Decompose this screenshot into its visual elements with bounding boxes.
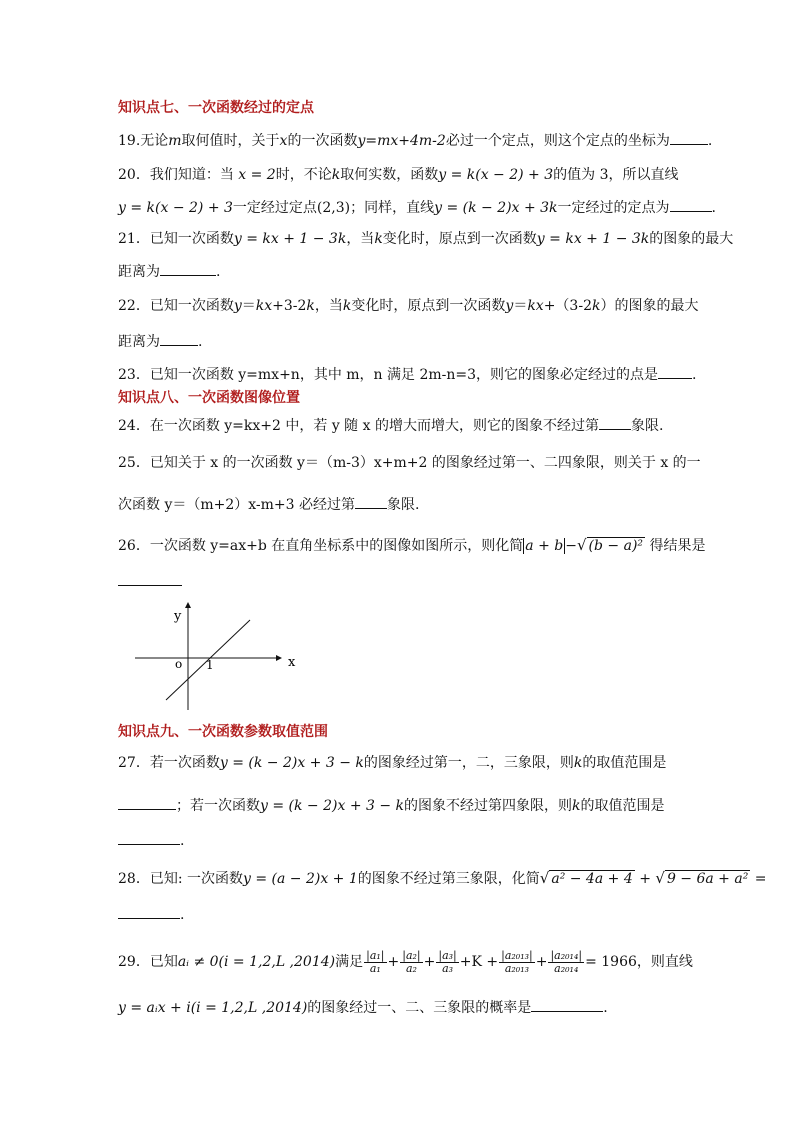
q27-text: ；若一次函数 — [176, 798, 260, 814]
q20-text: 的值为 3，所以直线 — [553, 167, 679, 183]
fraction-numerator: |a₃| — [438, 948, 457, 962]
q27-text: 27．若一次函数 — [118, 755, 220, 771]
question-20-line-1 — [118, 165, 678, 185]
q22-text: 距离为 — [118, 334, 160, 350]
q27-text: 的取值范围是 — [582, 755, 667, 771]
question-21-line-1 — [118, 229, 733, 249]
q19-formula: y=mx+4m-2 — [357, 133, 446, 149]
q22-end: . — [198, 334, 203, 350]
q26-text: 得结果是 — [649, 538, 706, 554]
question-27-line-3 — [118, 830, 184, 851]
q27-var-k: k — [572, 798, 581, 814]
q27-formula: y = (k − 2)x + 3 − k — [260, 798, 405, 814]
answer-blank[interactable] — [118, 830, 180, 845]
q29-formula: aᵢ ≠ 0(i = 1,2,L ,2014) — [177, 954, 336, 970]
answer-blank[interactable] — [599, 415, 631, 430]
q27-var-k: k — [573, 755, 583, 771]
q20-end: . — [711, 200, 716, 216]
answer-blank[interactable] — [160, 261, 216, 276]
question-25-line-1: 25．已知关于 x 的一次函数 y＝（m-3）x+m+2 的图象经过第一、二四象限，则关于 x 的一 — [118, 455, 701, 471]
q22-text: ＝ — [513, 298, 528, 314]
question-26 — [118, 535, 705, 556]
question-22-line-1 — [118, 296, 698, 316]
answer-blank[interactable] — [670, 130, 708, 145]
q26-minus: − — [565, 538, 577, 554]
fraction-numerator: |a₂₀₁₃| — [501, 948, 533, 962]
q27-text: 的图象不经过第四象限，则 — [404, 798, 573, 814]
q29-text: 29．已知 — [118, 954, 178, 970]
fraction-denominator: a₂₀₁₃ — [504, 961, 530, 975]
q24-text: 24．在一次函数 y=kx+2 中，若 y 随 x 的增大而增大，则它的图象不经过第 — [118, 418, 599, 434]
q21-text: ，当 — [346, 231, 375, 247]
question-26-answer — [118, 571, 182, 592]
q22-text: +（3-2 — [543, 298, 592, 314]
q29-fraction — [400, 950, 422, 975]
q28-formula: y = (a − 2)x + 1 — [242, 871, 358, 887]
question-21-line-2 — [118, 261, 220, 282]
q21-text: 变化时，原点到一次函数 — [382, 231, 537, 247]
q22-text: ，当 — [314, 298, 343, 314]
y-axis-label: y — [174, 609, 182, 624]
fraction-denominator: a₂₀₁₄ — [554, 961, 579, 975]
q29-equals: = 1966 — [585, 954, 637, 970]
q26-text: 26．一次函数 y=ax+b 在直角坐标系中的图像如图所示，则化简 — [118, 538, 524, 554]
question-23 — [118, 364, 696, 385]
x-axis-arrow-icon — [276, 655, 282, 661]
q20-formula: x = 2 — [238, 167, 276, 183]
q22-text: ＝ — [241, 298, 256, 314]
q20-text: ；同样，直线 — [350, 200, 435, 216]
q28-text: 的图象不经过第三象限，化简 — [357, 871, 540, 887]
q29-text: ，则直线 — [636, 954, 693, 970]
q29-fraction — [548, 950, 584, 975]
linear-function-graph — [130, 600, 310, 715]
q28-end: . — [180, 907, 185, 923]
q27-formula: y = (k − 2)x + 3 − k — [219, 755, 364, 771]
question-22-line-2 — [118, 331, 202, 352]
q29-text: 满足 — [335, 954, 364, 970]
q20-formula: y = k(x − 2) + 3 — [438, 167, 554, 183]
q28-equals: = — [754, 871, 767, 887]
q27-text: 的取值范围是 — [580, 798, 665, 814]
q22-var: y — [233, 298, 242, 314]
q26-radicand: (b − a)² — [588, 538, 644, 554]
q23-text: 23．已知一次函数 y=mx+n，其中 m，n 满足 2m-n=3，则它的图象必定经过的点是 — [118, 367, 659, 383]
answer-blank[interactable] — [160, 331, 198, 346]
x-axis-label: x — [288, 655, 296, 670]
q29-end: . — [603, 1000, 608, 1016]
q28-radicand: 9 − 6a + a² — [666, 871, 749, 887]
q25-text: 象限. — [387, 497, 420, 513]
q20-formula: y = (k − 2)x + 3k — [434, 200, 558, 216]
tick-label-one: 1 — [206, 658, 214, 672]
q19-text: 取何值时，关于 — [181, 133, 280, 149]
origin-label: o — [175, 657, 183, 671]
q19-var-x: x — [279, 133, 288, 149]
question-29-line-1: 29．已知aᵢ ≠ 0(i = 1,2,L ,2014)满足 $\frac{\text{|a₁|}}{\text{a₁}}$ + $\frac{\text{|a₂|}}{\text{a₂}}$ + $\frac{\text{|a₃|}}{\text{a₃}}$ +K + $\frac{\text{|a₂₀₁₃|}}{\text{a₂₀₁₃}}$ + $\frac{\text{|a₂₀₁₄|}}{\text{a₂₀₁₄}}$ = 1966，则直线 — [118, 948, 693, 975]
question-27-line-2 — [118, 795, 665, 816]
question-24 — [118, 415, 663, 436]
q21-end: . — [216, 264, 221, 280]
q27-text: 的图象经过第一，二，三象限，则 — [363, 755, 574, 771]
q20-text: 一定经过定点 — [232, 200, 317, 216]
q21-text: 21．已知一次函数 — [118, 231, 234, 247]
q20-formula: y = k(x − 2) + 3 — [118, 200, 233, 216]
fraction-denominator: a₂ — [405, 961, 417, 975]
q22-var: k — [342, 298, 352, 314]
answer-blank[interactable] — [118, 904, 180, 919]
fraction-denominator: a₁ — [369, 961, 381, 975]
q26-abs: a + b — [525, 538, 564, 554]
answer-blank[interactable] — [118, 571, 182, 586]
q20-text: 时，不论 — [275, 167, 332, 183]
q20-text: 20．我们知道：当 — [118, 167, 234, 183]
question-20-line-2 — [118, 197, 716, 218]
q25-text: 次函数 y＝（m+2）x-m+3 必经过第 — [118, 497, 356, 513]
q29-fraction — [499, 950, 535, 975]
fraction-numerator: |a₁| — [366, 948, 385, 962]
q19-text: 必过一个定点，则这个定点的坐标为 — [445, 133, 670, 149]
answer-blank[interactable] — [355, 494, 387, 509]
q22-var: kx — [255, 298, 273, 314]
q22-text: +3-2 — [272, 298, 307, 314]
q20-point: (2,3) — [316, 200, 351, 216]
question-19 — [118, 130, 712, 151]
q20-text: 取何实数，函数 — [340, 167, 439, 183]
q19-text: 19.无论 — [118, 133, 169, 149]
answer-blank[interactable] — [531, 997, 603, 1012]
q21-formula: y = kx + 1 − 3k — [536, 231, 650, 247]
section-heading-8: 知识点八、一次函数图像位置 — [118, 390, 300, 406]
q21-formula: y = kx + 1 − 3k — [233, 231, 347, 247]
q19-end: . — [707, 133, 713, 149]
q22-var: y — [505, 298, 514, 314]
answer-blank[interactable] — [118, 795, 176, 810]
q20-var-k: k — [331, 167, 341, 183]
question-29-line-2 — [118, 997, 608, 1018]
q23-end: . — [692, 367, 697, 383]
q22-text: 22．已知一次函数 — [118, 298, 234, 314]
q21-var-k: k — [374, 231, 383, 247]
q20-text: 一定经过的定点为 — [557, 200, 670, 216]
section-heading-7: 知识点七、一次函数经过的定点 — [118, 100, 314, 116]
q19-text: 的一次函数 — [287, 133, 358, 149]
answer-blank[interactable] — [670, 197, 712, 212]
q24-text: 象限. — [630, 418, 664, 434]
q28-text: 28．已知: 一次函数 — [118, 871, 243, 887]
q22-var: k — [306, 298, 315, 314]
q22-var: k — [591, 298, 601, 314]
q29-fraction — [364, 950, 386, 975]
fraction-numerator: |a₂₀₁₄| — [550, 948, 583, 962]
q29-formula: y = aᵢx + i(i = 1,2,L ,2014) — [118, 1000, 308, 1016]
question-25-line-2 — [118, 494, 419, 515]
q27-end: . — [180, 833, 185, 849]
answer-blank[interactable] — [658, 364, 692, 379]
q29-dots: +K + — [459, 954, 499, 970]
q28-radicand: a² − 4a + 4 — [551, 871, 633, 887]
q29-text: 的图象经过一、二、三象限的概率是 — [307, 1000, 532, 1016]
fraction-numerator: |a₂| — [402, 948, 421, 962]
fraction-denominator: a₃ — [442, 961, 454, 975]
q22-var: kx — [527, 298, 544, 314]
q29-fraction — [436, 950, 458, 975]
q21-text: 的图象的最大 — [649, 231, 734, 247]
section-heading-9: 知识点九、一次函数参数取值范围 — [118, 724, 328, 740]
q22-text: ）的图象的最大 — [600, 298, 699, 314]
q21-text: 距离为 — [118, 264, 160, 280]
question-28-line-2 — [118, 904, 184, 925]
y-axis-arrow-icon — [185, 602, 191, 608]
question-28-line-1 — [118, 868, 767, 889]
question-27-line-1 — [118, 753, 666, 773]
q28-plus: + — [639, 871, 651, 887]
sqrt-icon: √ — [576, 536, 587, 554]
sqrt-icon: √ — [539, 869, 550, 887]
q22-text: 变化时，原点到一次函数 — [351, 298, 506, 314]
sqrt-icon: √ — [655, 869, 665, 887]
q19-var-m: m — [168, 133, 182, 149]
